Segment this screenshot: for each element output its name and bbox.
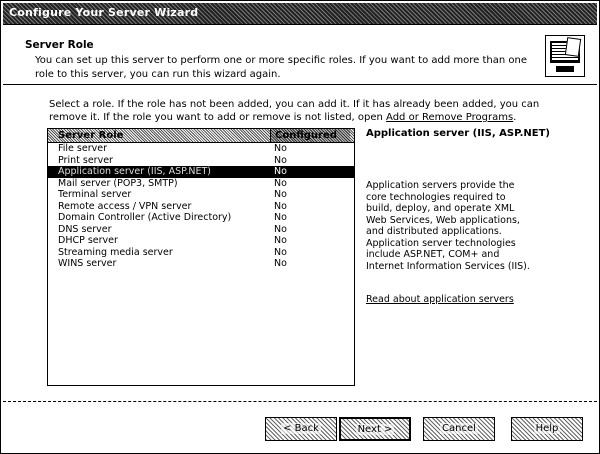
role-configured: No [274,154,287,166]
instructions [49,98,549,124]
column-header-role[interactable]: Server Role [58,130,124,141]
title-bar[interactable] [3,3,597,25]
role-configured: No [274,235,287,246]
list-item[interactable] [48,143,354,155]
role-configured: No [274,166,287,177]
role-configured: No [274,177,287,189]
page-title: Server Role [25,39,94,51]
role-configured: No [274,223,287,235]
next-button-label: Next > [357,424,393,435]
wizard-header [3,25,597,85]
role-name: Mail server (POP3, SMTP) [58,177,178,189]
wizard-body [3,86,597,401]
column-header-configured[interactable] [270,129,350,142]
list-item[interactable] [48,166,354,178]
server-wizard-icon [545,35,585,77]
role-name: Domain Controller (Active Directory) [58,212,232,223]
list-item[interactable] [48,155,354,167]
role-configured: No [274,189,287,200]
role-name: File server [58,143,107,154]
page-description: You can set up this server to perform one or more specific roles. If you want to add more than one role to this server, you can run this wizard again. [35,55,527,80]
list-item[interactable] [48,224,354,236]
window-title: Configure Your Server Wizard [9,6,199,19]
role-configured: No [274,200,287,212]
column-header-configured-label: Configured [275,130,337,141]
list-rows [48,143,354,270]
next-button[interactable] [339,417,411,441]
list-item[interactable] [48,178,354,190]
instructions-end: . [513,112,517,123]
role-name: DNS server [58,223,112,235]
role-detail-title: Application server (IIS, ASP.NET) [366,128,550,139]
add-remove-programs-link[interactable]: Add or Remove Programs [386,112,514,123]
help-button-label: Help [535,423,559,434]
role-name: Terminal server [58,189,132,200]
role-configured: No [274,246,287,258]
list-item[interactable] [48,212,354,224]
list-item[interactable] [48,201,354,213]
cancel-button-label: Cancel [442,423,476,434]
list-item[interactable] [48,258,354,270]
role-detail-panel [366,128,586,305]
role-configured: No [274,143,287,154]
divider [3,401,597,402]
read-about-link[interactable]: Read about application servers [366,294,514,305]
role-configured: No [274,258,287,269]
role-configured: No [274,212,287,223]
list-item[interactable] [48,235,354,247]
role-name: Application server (IIS, ASP.NET) [58,166,211,177]
server-role-list[interactable] [47,128,355,386]
list-item[interactable] [48,189,354,201]
back-button-label: < Back [283,423,319,434]
list-item[interactable] [48,247,354,259]
cancel-button[interactable] [423,417,495,441]
role-name: WINS server [58,258,117,269]
instructions-text: Select a role. If the role has not been added, you can add it. If it has already been added, you can remove it. If the role you want to add or remove is not listed, open [49,99,540,123]
help-button[interactable] [511,417,583,441]
back-button[interactable] [265,417,337,441]
role-detail-description: Application servers provide the core technologies required to build, deploy, and operate XML Web Services, Web applications, and distributed applications. Application server technologies include ASP.NET, COM+ and Internet Information Services (IIS). [366,180,530,272]
list-header [48,129,354,143]
role-name: Print server [58,154,113,166]
role-name: DHCP server [58,235,118,246]
role-name: Remote access / VPN server [58,200,192,212]
role-name: Streaming media server [58,246,173,258]
